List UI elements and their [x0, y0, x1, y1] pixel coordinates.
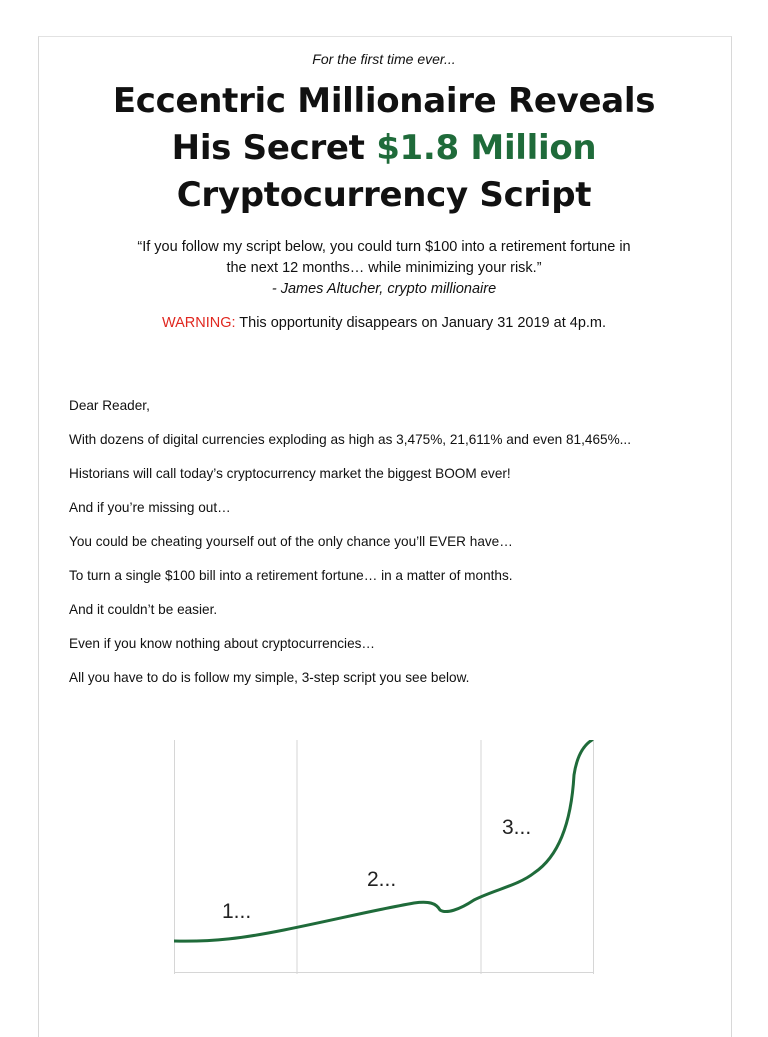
letter-body: [69, 396, 669, 702]
paragraph: Dear Reader,: [69, 398, 150, 413]
growth-chart-svg: [174, 740, 594, 974]
testimonial-quote: [0, 237, 768, 300]
headline: [0, 78, 768, 219]
paragraph: And it couldn’t be easier.: [69, 602, 218, 617]
kicker-text: For the first time ever...: [312, 51, 456, 67]
quote-line-1: “If you follow my script below, you could turn $100 into a retirement fortune in: [137, 239, 631, 255]
paragraph: With dozens of digital currencies exploding as high as 3,475%, 21,611% and even 81,465%...: [69, 432, 631, 447]
warning-label: WARNING:: [161, 315, 236, 331]
paragraph: You could be cheating yourself out of the only chance you’ll EVER have…: [69, 534, 513, 549]
warning-notice: [0, 315, 768, 331]
paragraph: Historians will call today’s cryptocurrency market the biggest BOOM ever!: [69, 466, 511, 481]
quote-line-2: the next 12 months… while minimizing your risk.”: [226, 260, 542, 276]
headline-line-3: Cryptocurrency Script: [176, 175, 592, 215]
step-label-2: 2...: [367, 868, 397, 891]
headline-amount: $1.8 Million: [376, 128, 597, 168]
step-label-1: 1...: [222, 900, 252, 923]
warning-text: This opportunity disappears on January 31 2019 at 4p.m.: [235, 315, 607, 331]
paragraph: To turn a single $100 bill into a retirement fortune… in a matter of months.: [69, 568, 513, 583]
headline-line-2: [0, 125, 768, 172]
paragraph: Even if you know nothing about cryptocurrencies…: [69, 636, 376, 651]
step-label-3: 3...: [502, 816, 532, 839]
headline-line-1: Eccentric Millionaire Reveals: [112, 81, 656, 121]
paragraph: All you have to do is follow my simple, 3-step script you see below.: [69, 670, 470, 685]
quote-attribution: - James Altucher, crypto millionaire: [271, 281, 497, 297]
paragraph: And if you’re missing out…: [69, 500, 231, 515]
headline-line-2-text: His Secret: [171, 128, 377, 168]
three-step-growth-illustration: [174, 740, 594, 974]
